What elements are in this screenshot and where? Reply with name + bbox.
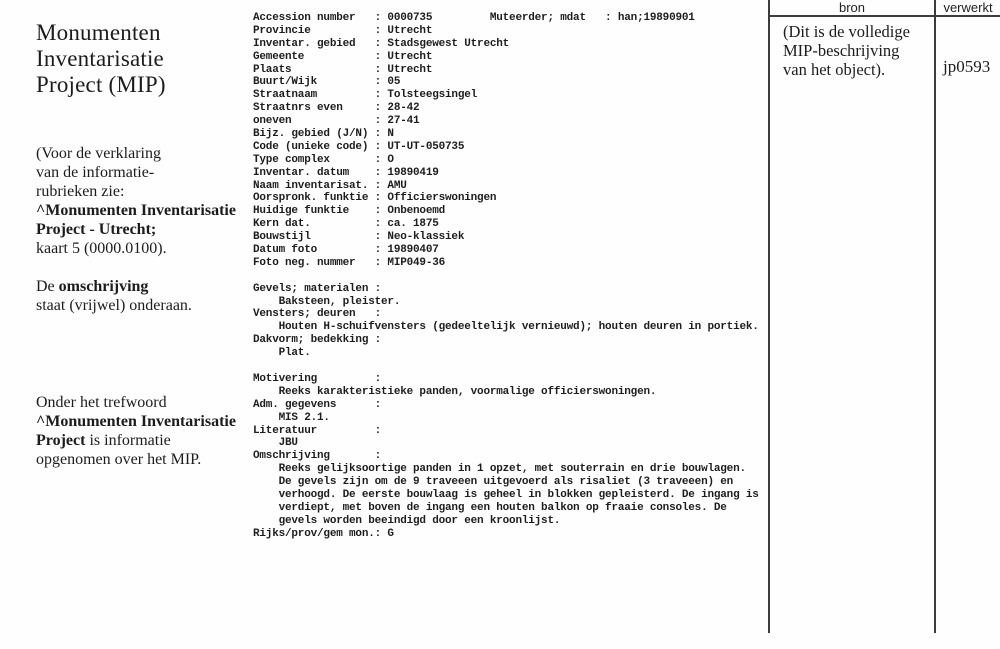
bron-column-header: bron (838, 0, 866, 15)
record-line: Reeks karakteristieke panden, voormalige officierswoningen. (253, 385, 657, 398)
record-line: Foto neg. nummer : MIP049-36 (253, 256, 446, 269)
record-line: Literatuur : (253, 424, 382, 437)
note-line (36, 431, 236, 450)
mip-record-text (253, 12, 759, 541)
record-line: Buurt/Wijk : 05 (253, 76, 401, 89)
record-line: Kern dat. : ca. 1875 (253, 218, 439, 231)
record-line: Inventar. datum : 19890419 (253, 166, 439, 179)
record-line: verhoogd. De eerste bouwlaag is geheel in blokken gepleisterd. De ingang is (253, 488, 759, 501)
page-title (36, 20, 166, 98)
note-text-bold: omschrijving (58, 278, 149, 295)
bron-note-line: (Dit is de volledige (783, 22, 910, 41)
verwerkt-column-left-border (934, 0, 936, 633)
record-line: Motivering : (253, 372, 382, 385)
bron-note-line: van het object). (783, 60, 886, 79)
note-line: rubrieken zie: (36, 183, 125, 200)
note-text: De (36, 278, 59, 295)
note-line (36, 277, 192, 296)
record-line: Accession number : 0000735 Muteerder; mdat : han;19890901 (253, 12, 695, 24)
record-line: Baksteen, pleister. (253, 295, 401, 308)
title-line: Monumenten (36, 20, 161, 45)
note-line: staat (vrijwel) onderaan. (36, 297, 192, 314)
record-line (253, 270, 759, 283)
record-line: Gemeente : Utrecht (253, 50, 433, 63)
note-line: kaart 5 (0000.0100). (36, 240, 167, 257)
title-line: Project (MIP) (36, 72, 166, 97)
record-line: Type complex : O (253, 153, 394, 166)
bron-column-left-border (768, 0, 770, 633)
record-line: Reeks gelijksoortige panden in 1 opzet, met souterrain en drie bouwlagen. (253, 463, 746, 476)
verwerkt-column-header: verwerkt (943, 0, 993, 15)
record-line: Adm. gegevens : (253, 398, 382, 411)
record-line: Provincie : Utrecht (253, 24, 433, 37)
bron-note (783, 22, 910, 79)
record-line: Bijz. gebied (J/N) : N (253, 128, 394, 141)
record-line: Code (unieke code) : UT-UT-050735 (253, 140, 465, 153)
record-line: Omschrijving : (253, 450, 382, 463)
record-line: Vensters; deuren : (253, 308, 382, 321)
record-line: Plat. (253, 347, 311, 360)
record-line: Inventar. gebied : Stadsgewest Utrecht (253, 37, 510, 50)
record-line (253, 360, 759, 373)
note-line: (Voor de verklaring (36, 145, 161, 162)
record-line: Naam inventarisat. : AMU (253, 179, 407, 192)
record-line: Houten H-schuifvensters (gedeeltelijk vernieuwd); houten deuren in portiek. (253, 321, 759, 334)
record-line: JBU (253, 437, 298, 450)
header-underline (769, 15, 1000, 17)
bron-note-line: MIP-beschrijving (783, 41, 900, 60)
note-trefwoord (36, 393, 236, 469)
title-line: Inventarisatie (36, 46, 164, 71)
record-line: Bouwstijl : Neo-klassiek (253, 231, 465, 244)
note-line: Onder het trefwoord (36, 394, 167, 411)
note-omschrijving (36, 277, 192, 315)
record-line: Straatnaam : Tolsteegsingel (253, 89, 478, 102)
record-line: Rijks/prov/gem mon.: G (253, 527, 394, 540)
record-line: De gevels zijn om de 9 traveeen uitgevoerd als risaliet (3 traveeen) en (253, 476, 734, 489)
note-verklaring (36, 144, 236, 258)
record-line: Gevels; materialen : (253, 282, 382, 295)
record-line: Huidige funktie : Onbenoemd (253, 205, 446, 218)
record-line: oneven : 27-41 (253, 115, 420, 128)
note-line: opgenomen over het MIP. (36, 451, 202, 468)
record-line: MIS 2.1. (253, 411, 330, 424)
record-line: Plaats : Utrecht (253, 63, 433, 76)
note-line: van de informatie- (36, 164, 155, 181)
record-line: gevels worden beeindigd door een kroonlijst. (253, 514, 561, 527)
record-line: verdiept, met boven de ingang een houten balkon op fraaie consoles. De (253, 501, 727, 514)
note-text: is informatie (85, 432, 171, 449)
note-line-bold: ^Monumenten Inventarisatie (36, 202, 236, 219)
note-line-bold: ^Monumenten Inventarisatie (36, 413, 236, 430)
record-line: Datum foto : 19890407 (253, 244, 439, 257)
record-line: Straatnrs even : 28-42 (253, 102, 420, 115)
record-line: Oorspronk. funktie : Officierswoningen (253, 192, 497, 205)
verwerkt-value: jp0593 (943, 57, 991, 76)
record-line: Dakvorm; bedekking : (253, 334, 382, 347)
note-text-bold: Project (36, 432, 86, 449)
note-line-bold: Project - Utrecht; (36, 221, 157, 238)
